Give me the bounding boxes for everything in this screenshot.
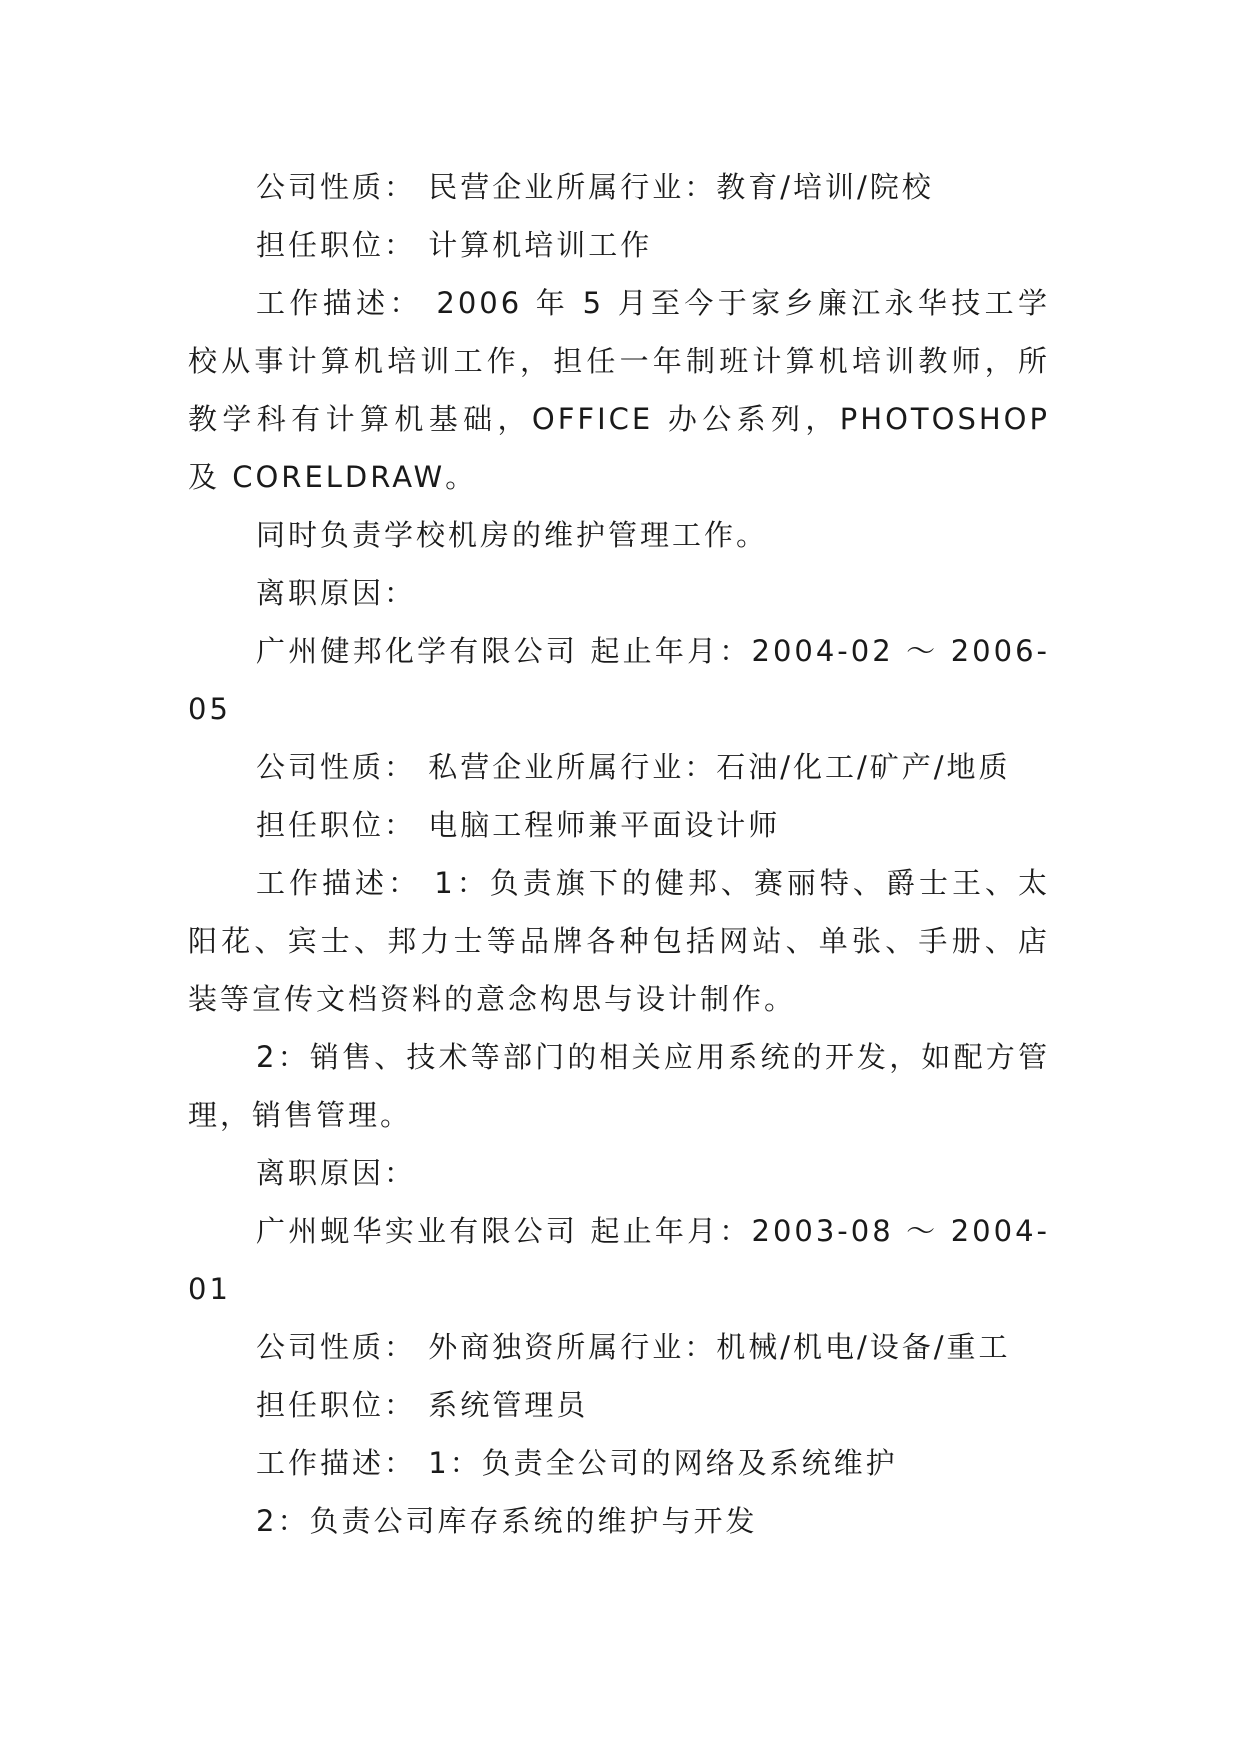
paragraph-position-2: 担任职位： 电脑工程师兼平面设计师 bbox=[256, 808, 781, 842]
document-body bbox=[188, 158, 1063, 1550]
paragraph-job-description-1: 工作描述： 2006 年 5 月至今于家乡廉江永华技工学校从事计算机培训工作，担任一年制班计算机培训教师，所教学科有计算机基础，OFFICE 办公系列，PHOTOSHOP 及 CORELDRAW。 bbox=[188, 286, 1063, 494]
paragraph-company-xianhua: 广州蚬华实业有限公司 起止年月：2003-08 ～ 2004-01 bbox=[188, 1214, 1050, 1306]
paragraph-company-type-1: 公司性质： 民营企业所属行业：教育/培训/院校 bbox=[256, 170, 934, 204]
paragraph-job-description-2: 工作描述： 1：负责旗下的健邦、赛丽特、爵士王、太阳花、宾士、邦力士等品牌各种包括网站、单张、手册、店装等宣传文档资料的意念构思与设计制作。 bbox=[188, 866, 1050, 1016]
paragraph-job-description-3: 工作描述： 1：负责全公司的网络及系统维护 bbox=[256, 1446, 898, 1480]
paragraph-position-1: 担任职位： 计算机培训工作 bbox=[256, 228, 653, 262]
paragraph-company-type-3: 公司性质： 外商独资所属行业：机械/机电/设备/重工 bbox=[256, 1330, 1011, 1364]
paragraph-company-type-2: 公司性质： 私营企业所属行业：石油/化工/矿产/地质 bbox=[256, 750, 1011, 784]
paragraph-company-jianbang: 广州健邦化学有限公司 起止年月：2004-02 ～ 2006-05 bbox=[188, 634, 1050, 726]
paragraph-lab-maintenance: 同时负责学校机房的维护管理工作。 bbox=[256, 518, 769, 552]
paragraph-job-description-2-item-2: 2：销售、技术等部门的相关应用系统的开发，如配方管理，销售管理。 bbox=[188, 1040, 1050, 1132]
paragraph-job-description-3-item-2: 2：负责公司库存系统的维护与开发 bbox=[256, 1504, 758, 1538]
paragraph-position-3: 担任职位： 系统管理员 bbox=[256, 1388, 589, 1422]
paragraph-leave-reason-1: 离职原因： bbox=[256, 576, 417, 610]
paragraph-leave-reason-2: 离职原因： bbox=[256, 1156, 417, 1190]
